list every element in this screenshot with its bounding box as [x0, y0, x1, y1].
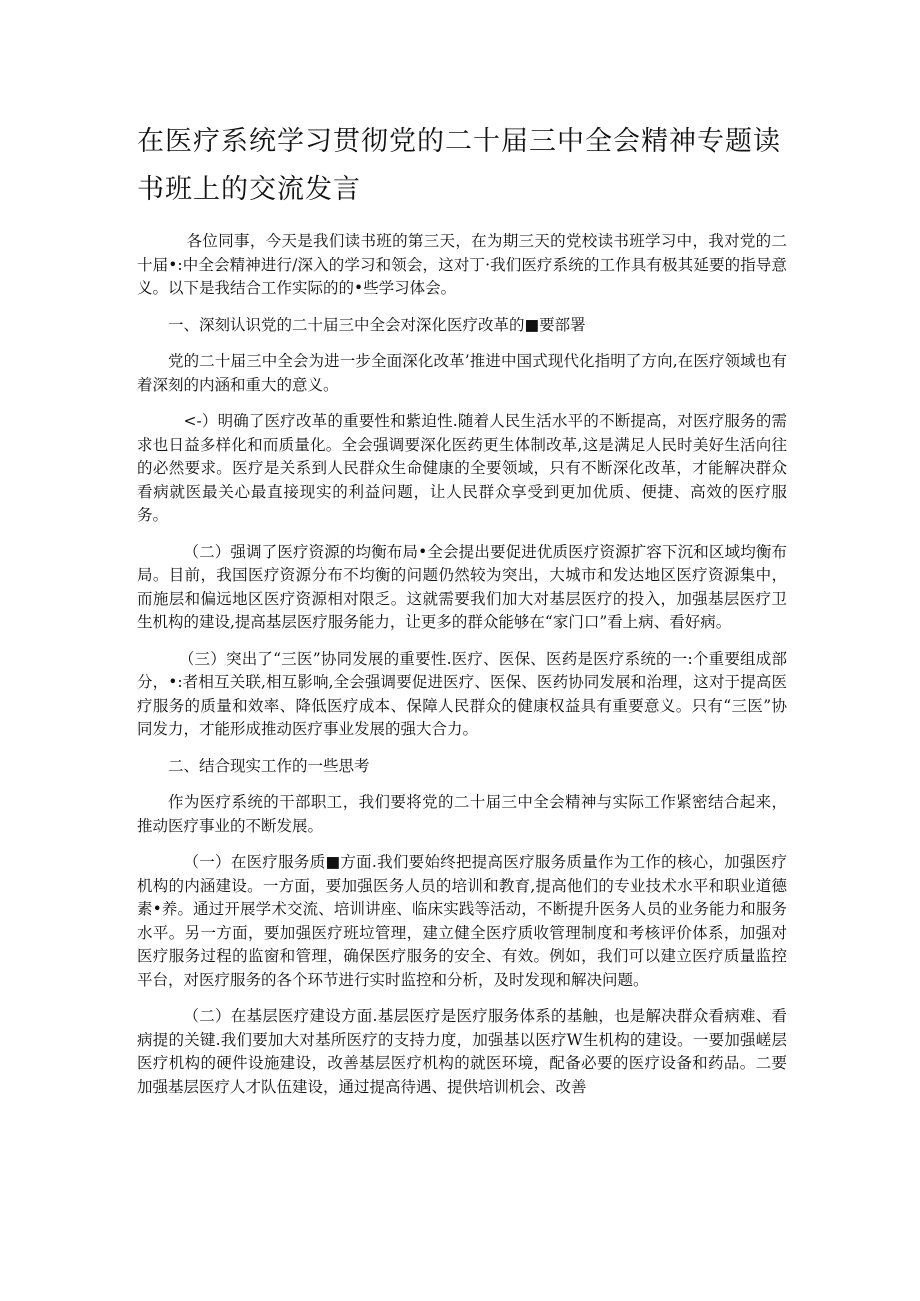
- document-title: 在医疗系统学习贯彻党的二十届三中全会精神专题读书班上的交流发言: [137, 126, 781, 205]
- paragraph-point-2-2: （二）在基层医疗建设方面.基层医疗是医疗服务体系的基触，也是解决群众看病难、看病提的关键.我们要加大对基所医疗的支持力度，加强基以医疗W生机构的建设。一要加强嵯层医疗机构的硬件设施建设，改善基层医疗机构的就医环境，配备必要的医疗设备和药品。二要加强基层医疗人才队伍建设，通过提高待遇、提供培训机会、改善: [137, 1007, 787, 1096]
- section-heading-1: 一、深刻认识党的二十届三中全会对深化医疗改革的■要部署: [168, 315, 586, 334]
- paragraph-point-1-1: <-）明确了医疗改革的重要性和紫迫性.随着人民生活水平的不断提高，对医疗服务的需求也日益多样化和而质量化。全会强调要深化医药更生体制改革,这是满足人民时美好生活向往的必然要求。医疗是关系到人民群众生命健康的全要领域，只有不断深化改革，才能解决群众看病就医最关心最直接现实的利益问题，让人民群众享受到更加优质、便捷、高效的医疗服务。: [137, 412, 787, 524]
- paragraph-point-1-2: （二）强调了医疗资源的均衡布局•全会提出要促进优质医疗资源扩容下沉和区域均衡布局。目前，我国医疗资源分布不均衡的问题仍然较为突出，大城市和发达地区医疗资源集中，而施层和偏远地区医疗资源相对限乏。这就需要我们加大对基层医疗的投入，加强基层医疗卫生机构的建设,提高基层医疗服务能力，让更多的群众能够在“家门口”看上病、看好病。: [137, 542, 787, 631]
- paragraph-section-2-intro: 作为医疗系统的干部职工，我们要将党的二十届三中全会精神与实际工作紧密结合起来，推动医疗事业的不断发展。: [137, 793, 787, 835]
- paragraph-section-1-intro: 党的二十届三中全会为进一步全面深化改革’推进中国式现代化指明了方向,在医疗领域也有着深刻的内涵和重大的意义。: [137, 352, 787, 394]
- paragraph-point-1-3: （三）突出了“三医”协同发展的重要性.医疗、医保、医药是医疗系统的一:个重要组成部分，•:者相互关联,相互影响,全会强调要促进医疗、医保、医药协同发展和治理，这对于提高医疗服务的质量和效率、降低医疗成本、保障人民群众的健康权益具有重要意义。只有“三医”协同发力，才能形成推动医疗事业发展的强大合力。: [137, 649, 787, 738]
- section-heading-2: 二、结合现实工作的一些思考: [168, 756, 370, 775]
- paragraph-point-2-1: （一）在医疗服务质■方面.我们要始终把提高医疗服务质量作为工作的核心，加强医疗机构的内涵建设。一方面，要加强医务人员的培训和教育,提高他们的专业技术水平和职业道德素•养。通过开展学术交流、培训讲座、临床实践等活动，不断提升医务人员的业务能力和服务水平。另一方面，要加强医疗班垃管理，建立健全医疗质收管理制度和考核评价体系，加强对医疗服务过程的监窗和管理，确保医疗服务的安全、有效。例如，我们可以建立医疗质量监控平台，对医疗服务的各个环节进行实时监控和分析，及时发现和解决问题。: [137, 853, 787, 989]
- paragraph-intro: 各位同事，今天是我们读书班的第三天，在为期三天的党校读书班学习中，我对党的二十届•:中全会精神进行/深入的学习和领会，这对丁·我们医疗系统的工作具有极其延要的指导意义。以下是我结合工作实际的的•些学习体会。: [137, 232, 787, 297]
- document-body: [137, 230, 787, 1112]
